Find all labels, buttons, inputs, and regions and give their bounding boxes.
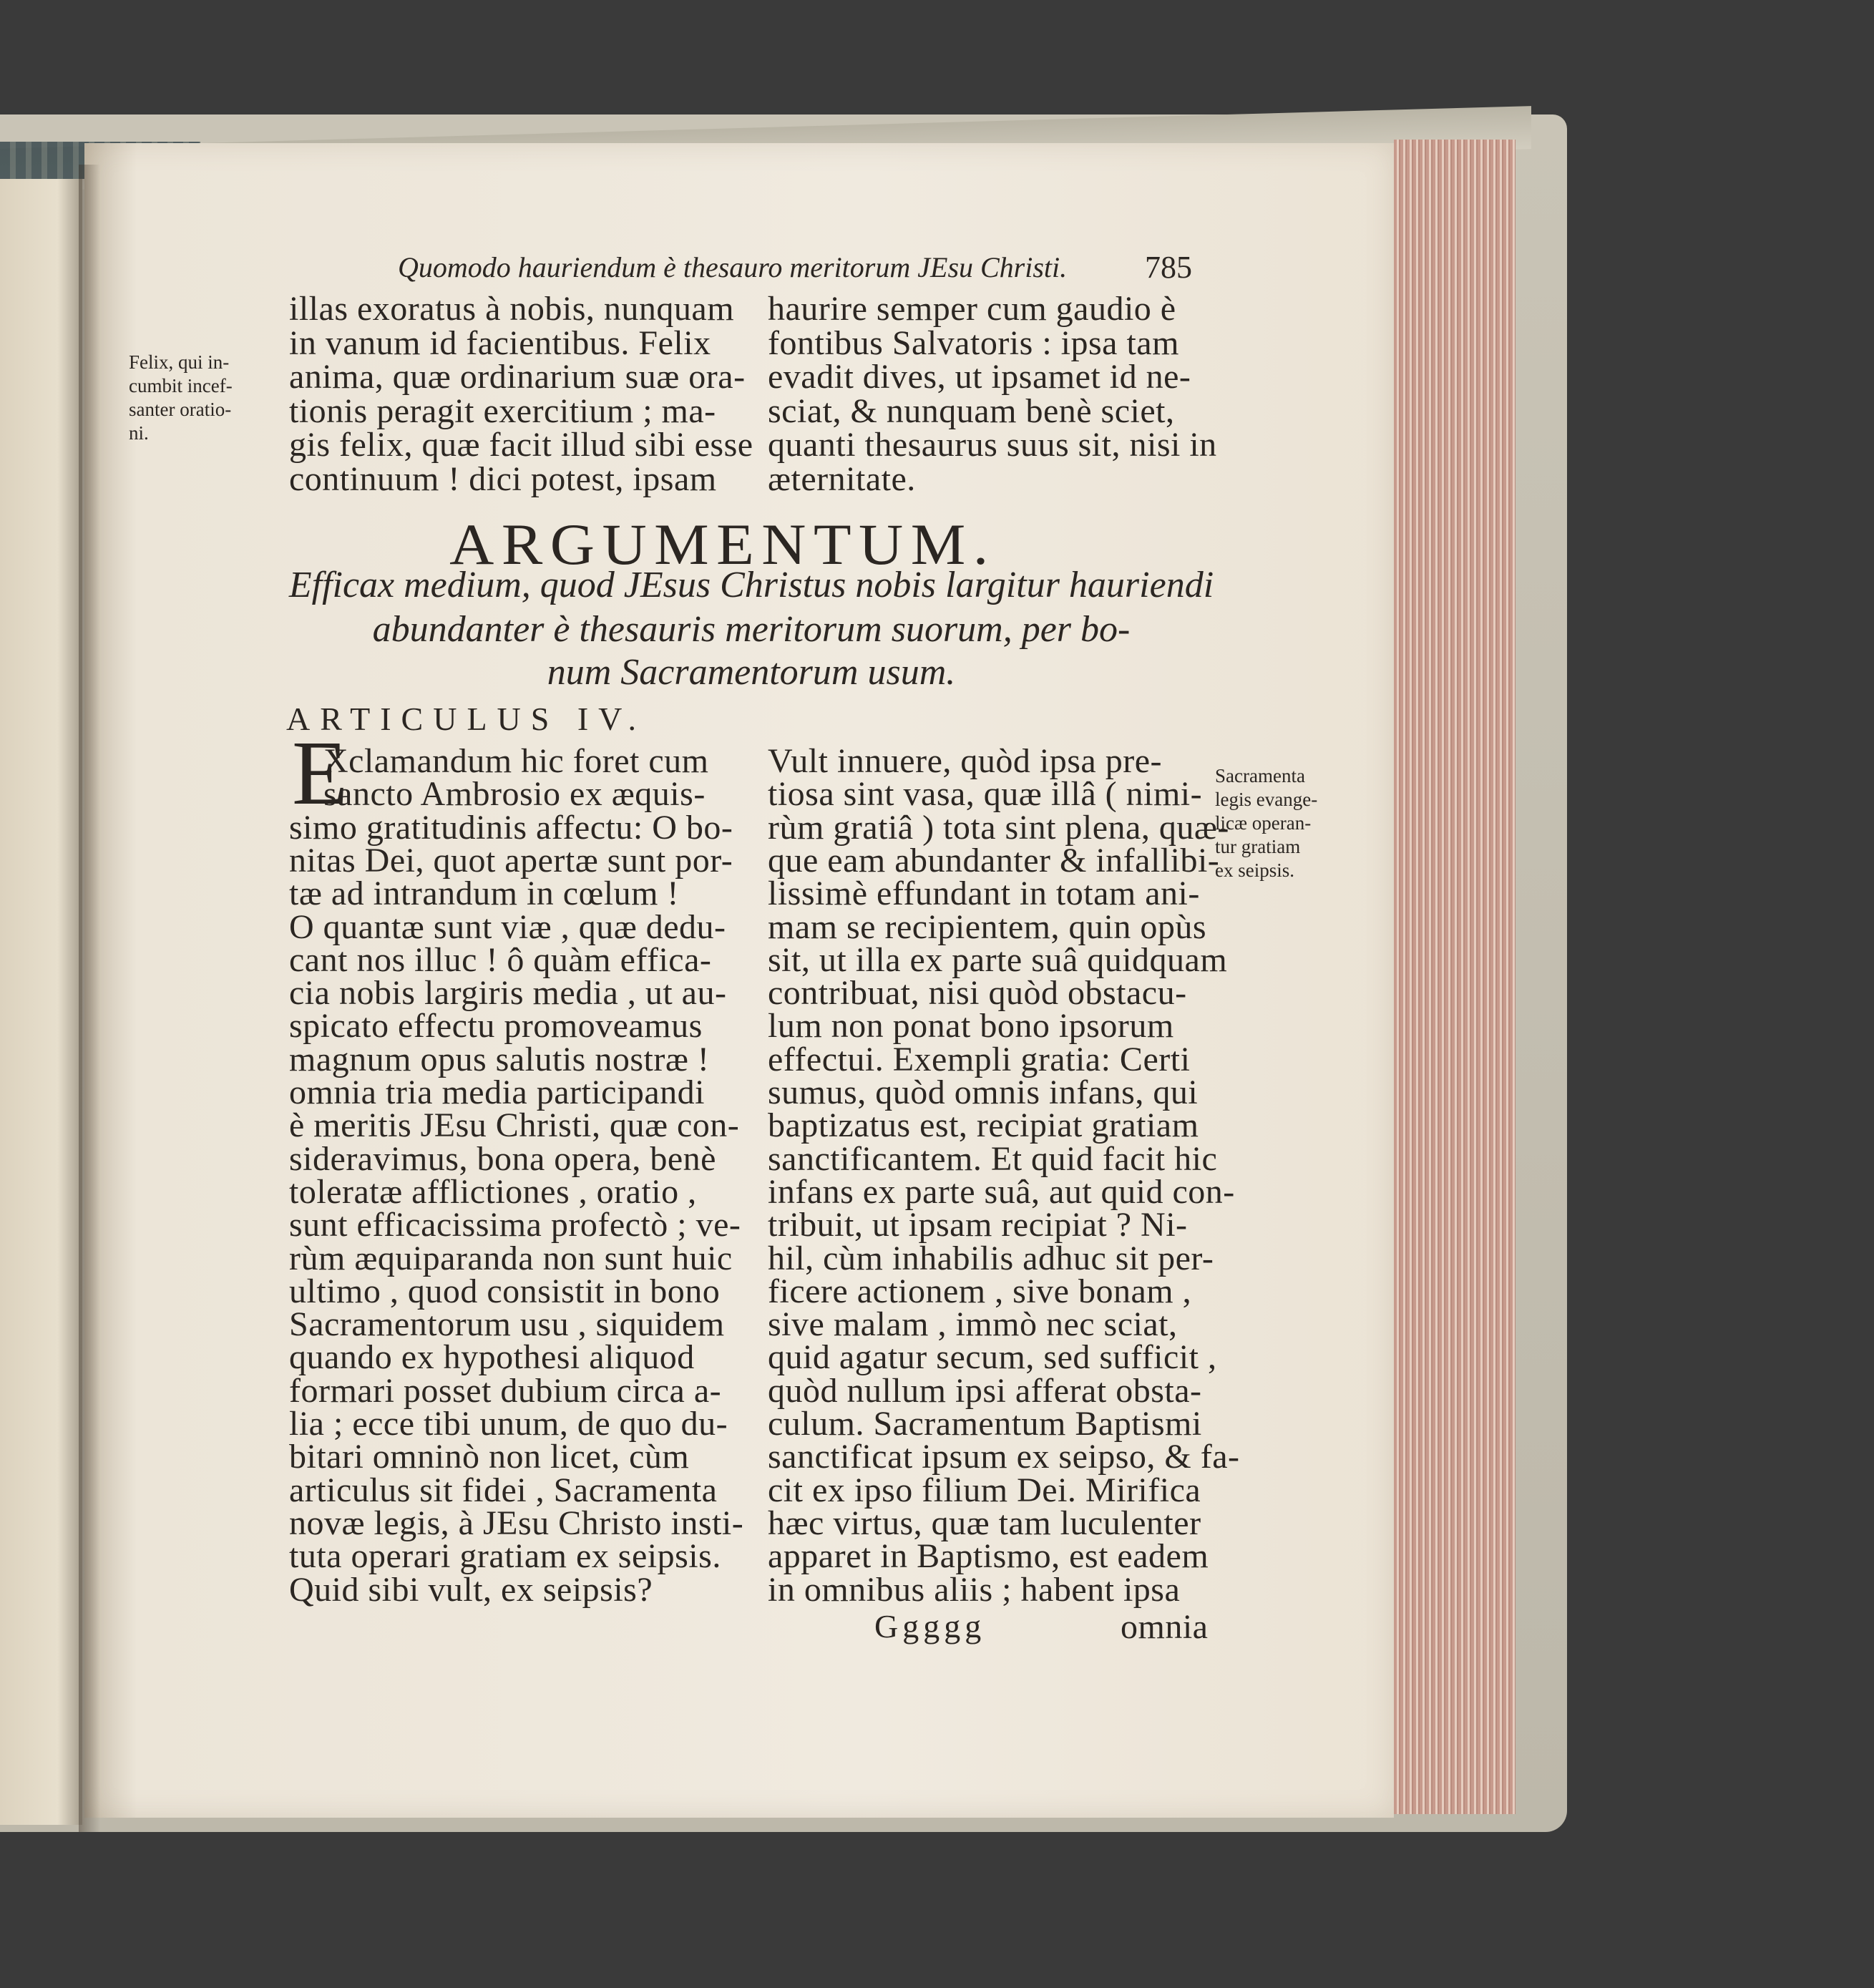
text-line: Xclamandum hic foret cum bbox=[323, 742, 709, 780]
text-line: ficere actionem , sive bonam , bbox=[768, 1272, 1192, 1310]
text-line: evadit dives, ut ipsamet id ne- bbox=[768, 358, 1191, 396]
text-line: anima, quæ ordinarium suæ ora- bbox=[289, 358, 746, 396]
text-line: nitas Dei, quot apertæ sunt por- bbox=[289, 841, 733, 880]
text-line: tiosa sint vasa, quæ illâ ( nimi- bbox=[768, 775, 1203, 814]
catchword: omnia bbox=[1121, 1608, 1209, 1646]
text-line: cit ex ipso filium Dei. Mirifica bbox=[768, 1471, 1201, 1509]
text-line: que eam abundanter & infallibi- bbox=[768, 841, 1220, 880]
text-line: illas exoratus à nobis, nunquam bbox=[289, 290, 735, 328]
text-line: spicato effectu promoveamus bbox=[289, 1007, 703, 1046]
text-line: sive malam , immò nec sciat, bbox=[768, 1305, 1178, 1344]
text-line: O quantæ sunt viæ , quæ dedu- bbox=[289, 907, 726, 946]
text-line: tionis peragit exercitium ; ma- bbox=[289, 391, 716, 430]
text-line: quando ex hypothesi aliquod bbox=[289, 1338, 695, 1377]
text-line: cant nos illuc ! ô quàm effica- bbox=[289, 940, 712, 979]
text-line: sumus, quòd omnis infans, qui bbox=[768, 1073, 1199, 1111]
text-line: cia nobis largiris media , ut au- bbox=[289, 974, 727, 1013]
text-line: rùm gratiâ ) tota sint plena, quæ- bbox=[768, 808, 1229, 847]
subtitle-line: Efficax medium, quod JEsus Christus nobis largitur hauriendi bbox=[288, 565, 1214, 605]
text-line: sideravimus, bona opera, benè bbox=[289, 1139, 716, 1178]
text-line: fontibus Salvatoris : ipsa tam bbox=[768, 323, 1179, 362]
text-line: bitari omninò non licet, cùm bbox=[289, 1438, 690, 1476]
text-line: in omnibus aliis ; habent ipsa bbox=[768, 1570, 1181, 1609]
text-line: Quid sibi vult, ex seipsis? bbox=[289, 1570, 653, 1609]
text-line: æternitate. bbox=[768, 459, 916, 498]
page-block-edges bbox=[1394, 140, 1516, 1814]
text-line: toleratæ afflictiones , oratio , bbox=[289, 1172, 697, 1211]
text-line: rùm æquiparanda non sunt huic bbox=[289, 1239, 733, 1277]
subtitle-line: abundanter è thesauris meritorum suorum, per bo- bbox=[372, 609, 1131, 650]
text-line: hæc virtus, quæ tam luculenter bbox=[768, 1504, 1201, 1542]
text-line: magnum opus salutis nostræ ! bbox=[289, 1040, 710, 1078]
subtitle-line: num Sacramentorum usum. bbox=[547, 652, 956, 693]
signature-mark: Ggggg bbox=[874, 1608, 986, 1645]
text-line: contribuat, nisi quòd obstacu- bbox=[768, 974, 1187, 1013]
text-line: mam se recipientem, quin opùs bbox=[768, 907, 1207, 946]
text-line: tribuit, ut ipsam recipiat ? Ni- bbox=[768, 1206, 1188, 1244]
text-line: infans ex parte suâ, aut quid con- bbox=[768, 1172, 1235, 1211]
text-line: gis felix, quæ facit illud sibi esse bbox=[289, 426, 753, 464]
drop-cap: E bbox=[292, 722, 348, 824]
text-line: in vanum id facientibus. Felix bbox=[289, 323, 711, 362]
text-line: hil, cùm inhabilis adhuc sit per- bbox=[768, 1239, 1214, 1277]
text-line: lia ; ecce tibi unum, de quo du- bbox=[289, 1405, 728, 1443]
text-line: sunt efficacissima profectò ; ve- bbox=[289, 1206, 741, 1244]
left-page-edge bbox=[0, 179, 82, 1825]
text-line: simo gratitudinis affectu: O bo- bbox=[289, 808, 733, 847]
text-line: quid agatur secum, sed sufficit , bbox=[768, 1338, 1217, 1377]
text-line: novæ legis, à JEsu Christo insti- bbox=[289, 1504, 744, 1542]
text-line: quanti thesaurus suus sit, nisi in bbox=[768, 426, 1217, 464]
text-line: sit, ut illa ex parte suâ quidquam bbox=[768, 940, 1228, 979]
margin-note-left: Felix, qui in- cumbit incef- santer oratio- ni. bbox=[129, 351, 233, 444]
text-line: haurire semper cum gaudio è bbox=[768, 290, 1176, 328]
text-line: articulus sit fidei , Sacramenta bbox=[289, 1471, 718, 1509]
text-line: tæ ad intrandum in cœlum ! bbox=[289, 874, 679, 913]
text-line: ultimo , quod consistit in bono bbox=[289, 1272, 721, 1310]
text-line: Sacramentorum usu , siquidem bbox=[289, 1305, 725, 1344]
text-line: sancto Ambrosio ex æquis- bbox=[323, 775, 706, 814]
text-line: è meritis JEsu Christi, quæ con- bbox=[289, 1106, 740, 1145]
text-line: lum non ponat bono ipsorum bbox=[768, 1007, 1174, 1046]
text-line: tuta operari gratiam ex seipsis. bbox=[289, 1537, 721, 1576]
text-line: sanctificat ipsum ex seipso, & fa- bbox=[768, 1438, 1240, 1476]
gutter-shadow bbox=[79, 165, 100, 1832]
text-line: sanctificantem. Et quid facit hic bbox=[768, 1139, 1218, 1178]
text-line: apparet in Baptismo, est eadem bbox=[768, 1537, 1209, 1576]
running-title: Quomodo hauriendum è thesauro meritorum JEsu Christi. bbox=[398, 251, 1068, 283]
text-line: continuum ! dici potest, ipsam bbox=[289, 459, 717, 498]
text-line: sciat, & nunquam benè sciet, bbox=[768, 391, 1175, 430]
text-line: quòd nullum ipsi afferat obsta- bbox=[768, 1371, 1202, 1410]
margin-note-right: Sacramenta legis evange- licæ operan- tur gratiam ex seipsis. bbox=[1215, 765, 1318, 881]
text-line: culum. Sacramentum Baptismi bbox=[768, 1405, 1202, 1443]
text-line: formari posset dubium circa a- bbox=[289, 1371, 722, 1410]
section-title: ARGUMENTUM. bbox=[449, 512, 996, 577]
article-heading: ARTICULUS IV. bbox=[286, 701, 646, 737]
text-line: Vult innuere, quòd ipsa pre- bbox=[768, 742, 1162, 780]
text-line: effectui. Exempli gratia: Certi bbox=[768, 1040, 1191, 1078]
text-line: baptizatus est, recipiat gratiam bbox=[768, 1106, 1199, 1145]
text-line: omnia tria media participandi bbox=[289, 1073, 705, 1111]
page-number: 785 bbox=[1145, 250, 1192, 285]
text-line: lissimè effundant in totam ani- bbox=[768, 874, 1200, 913]
